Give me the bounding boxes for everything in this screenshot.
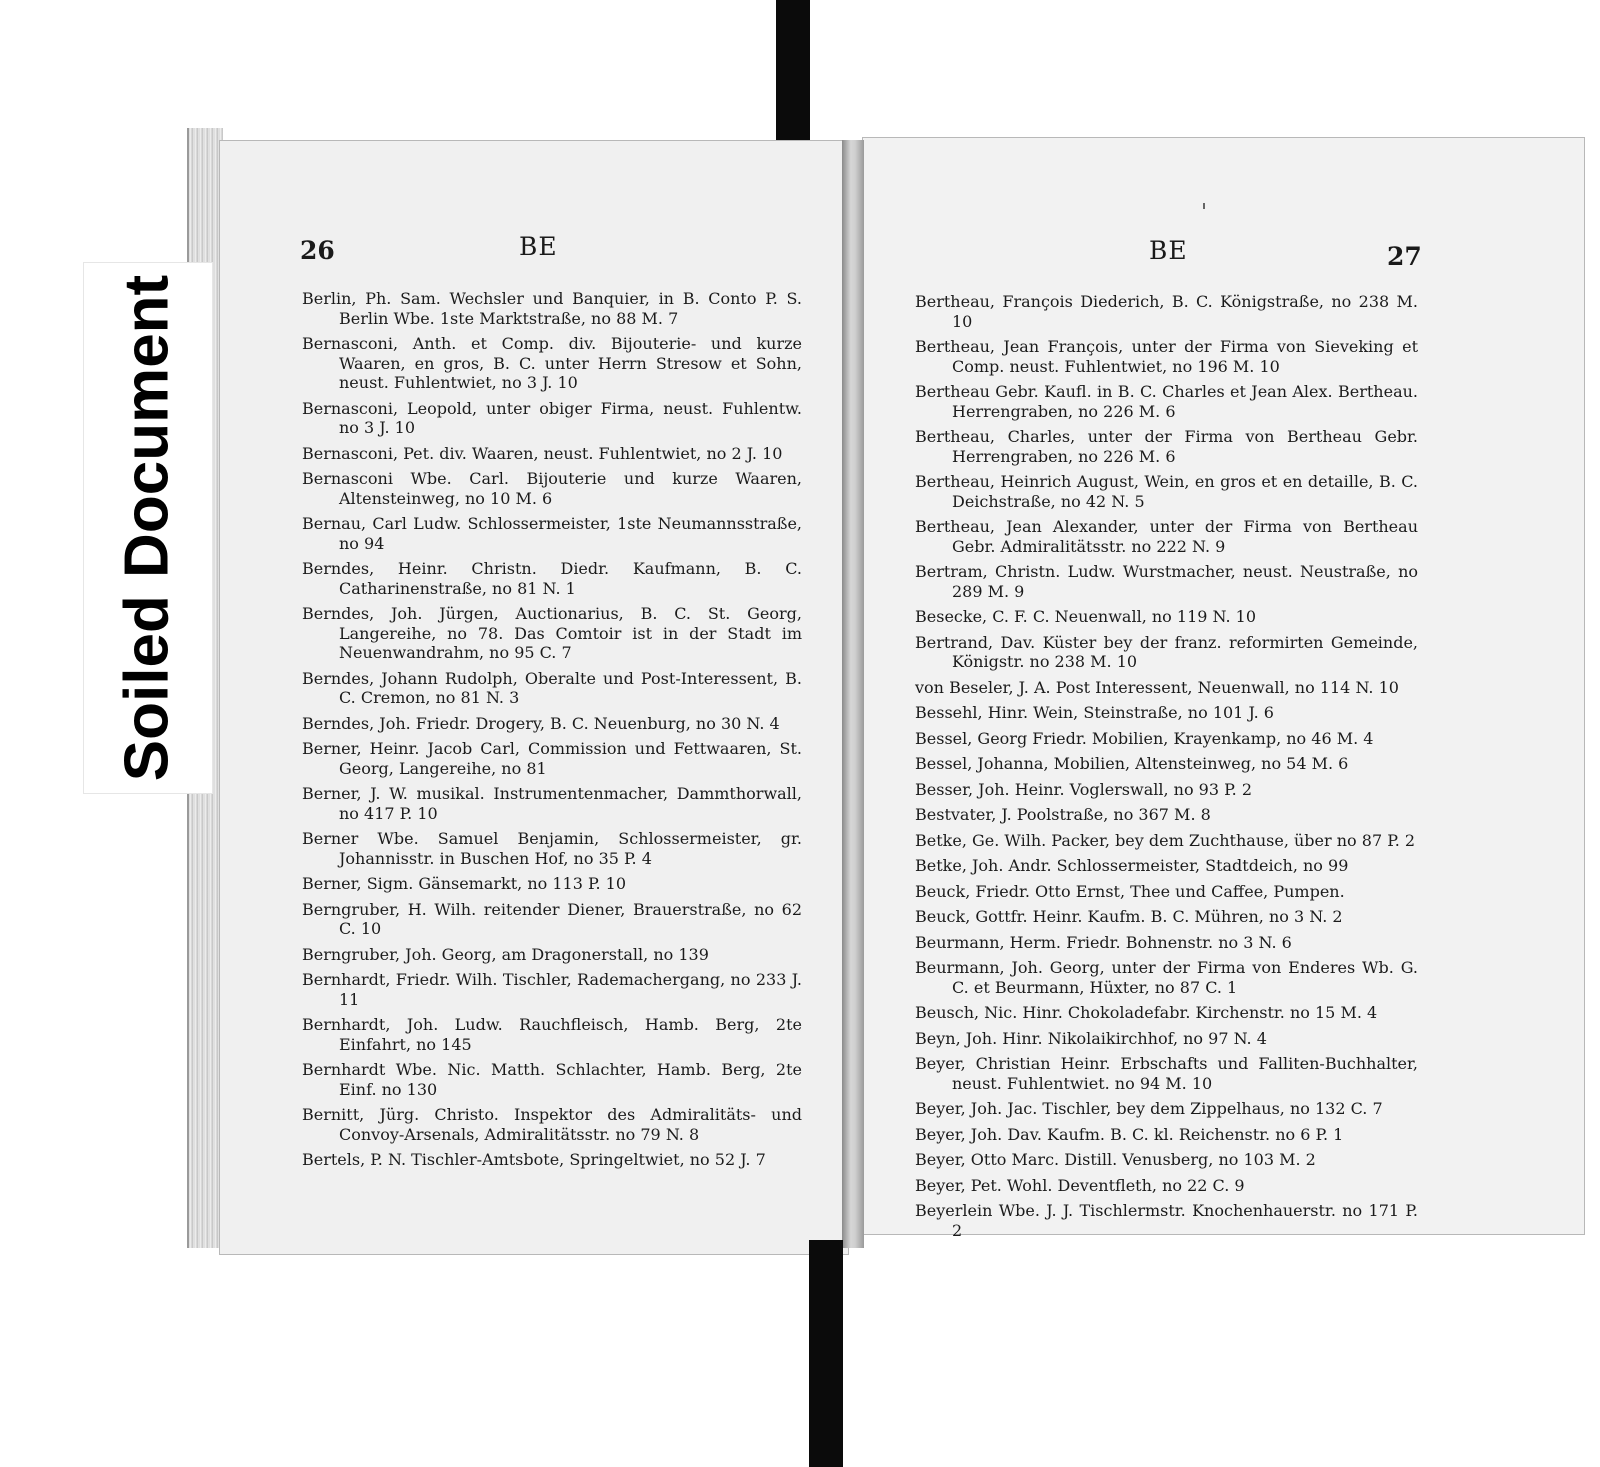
left-page-number: 26: [300, 236, 335, 265]
directory-entry: Beuck, Friedr. Otto Ernst, Thee und Caffee, Pumpen.: [915, 881, 1345, 901]
directory-entry: Beusch, Nic. Hinr. Chokoladefabr. Kirchenstr. no 15 M. 4: [915, 1003, 1378, 1022]
right-entry-list: [915, 292, 1418, 1246]
directory-entry: Bernasconi, Pet. div. Waaren, neust. Fuhlentwiet, no 2 J. 10: [302, 443, 783, 463]
directory-entry: Beyer, Joh. Dav. Kaufm. B. C. kl. Reichenstr. no 6 P. 1: [915, 1124, 1344, 1144]
directory-entry: Berner, J. W. musikal. Instrumentenmacher, Dammthorwall, no 417 P. 10: [302, 784, 802, 823]
directory-entry: Bertheau Gebr. Kaufl. in B. C. Charles et Jean Alex. Bertheau. Herrengraben, no 226 M. 6: [915, 382, 1418, 421]
directory-entry: Beuck, Gottfr. Heinr. Kaufm. B. C. Mühren, no 3 N. 2: [915, 907, 1343, 926]
soiled-document-label: Soiled Document: [112, 274, 182, 782]
directory-entry: Betke, Ge. Wilh. Packer, bey dem Zuchthause, über no 87 P. 2: [915, 830, 1416, 850]
right-page-header: BE: [1149, 236, 1188, 265]
bookmark-ribbon-top: [776, 0, 810, 160]
bookmark-ribbon-bottom: [809, 1240, 843, 1467]
directory-entry: Bertheau, François Diederich, B. C. Königstraße, no 238 M. 10: [915, 292, 1418, 331]
directory-entry: Bernasconi, Anth. et Comp. div. Bijouterie- und kurze Waaren, en gros, B. C. unter Herrn Stresow et Sohn, neust. Fuhlentwiet, no 3 J. 10: [302, 334, 802, 392]
directory-entry: Beyer, Pet. Wohl. Deventfleth, no 22 C. 9: [915, 1175, 1245, 1195]
directory-entry: Bertheau, Heinrich August, Wein, en gros et en detaille, B. C. Deichstraße, no 42 N. 5: [915, 472, 1418, 511]
directory-entry: Berngruber, Joh. Georg, am Dragonerstall, no 139: [302, 944, 709, 964]
print-mark: [1203, 203, 1205, 209]
directory-entry: Bernasconi Wbe. Carl. Bijouterie und kurze Waaren, Altensteinweg, no 10 M. 6: [302, 469, 802, 508]
directory-entry: Bernhardt, Friedr. Wilh. Tischler, Rademachergang, no 233 J. 11: [302, 970, 802, 1009]
directory-entry: Bernhardt, Joh. Ludw. Rauchfleisch, Hamb. Berg, 2te Einfahrt, no 145: [302, 1015, 802, 1054]
directory-entry: Beyer, Joh. Jac. Tischler, bey dem Zippelhaus, no 132 C. 7: [915, 1099, 1383, 1118]
directory-entry: Betke, Joh. Andr. Schlossermeister, Stadtdeich, no 99: [915, 856, 1349, 875]
directory-entry: von Beseler, J. A. Post Interessent, Neuenwall, no 114 N. 10: [915, 677, 1399, 697]
book-gutter: [842, 140, 864, 1248]
directory-entry: Berngruber, H. Wilh. reitender Diener, Brauerstraße, no 62 C. 10: [302, 899, 802, 938]
directory-entry: Bertram, Christn. Ludw. Wurstmacher, neust. Neustraße, no 289 M. 9: [915, 562, 1418, 601]
directory-entry: Berndes, Joh. Friedr. Drogery, B. C. Neuenburg, no 30 N. 4: [302, 713, 780, 733]
directory-entry: Bertheau, Charles, unter der Firma von Bertheau Gebr. Herrengraben, no 226 M. 6: [915, 427, 1418, 466]
directory-entry: Berner Wbe. Samuel Benjamin, Schlossermeister, gr. Johannisstr. in Buschen Hof, no 35 P. 4: [302, 829, 802, 868]
directory-entry: Beyn, Joh. Hinr. Nikolaikirchhof, no 97 N. 4: [915, 1028, 1267, 1048]
directory-entry: Berndes, Joh. Jürgen, Auctionarius, B. C. St. Georg, Langereihe, no 78. Das Comtoir ist in der Stadt im Neuenwandrahm, no 95 C. 7: [302, 604, 802, 662]
directory-entry: Bertheau, Jean Alexander, unter der Firma von Bertheau Gebr. Admiralitätsstr. no 222 N. 9: [915, 517, 1418, 556]
directory-entry: Beurmann, Herm. Friedr. Bohnenstr. no 3 N. 6: [915, 932, 1292, 952]
right-page-number: 27: [1387, 242, 1422, 271]
directory-entry: Beurmann, Joh. Georg, unter der Firma von Enderes Wb. G. C. et Beurmann, Hüxter, no 87 C. 1: [915, 958, 1418, 997]
directory-entry: Bestvater, J. Poolstraße, no 367 M. 8: [915, 805, 1211, 824]
directory-entry: Bertels, P. N. Tischler-Amtsbote, Springeltwiet, no 52 J. 7: [302, 1150, 766, 1169]
directory-entry: Berndes, Johann Rudolph, Oberalte und Post-Interessent, B. C. Cremon, no 81 N. 3: [302, 668, 802, 707]
left-page-header: BE: [519, 232, 558, 261]
directory-entry: Bernitt, Jürg. Christo. Inspektor des Admiralitäts- und Convoy-Arsenals, Admiralitätsstr. no 79 N. 8: [302, 1105, 802, 1144]
directory-entry: Bernhardt Wbe. Nic. Matth. Schlachter, Hamb. Berg, 2te Einf. no 130: [302, 1060, 802, 1099]
left-entry-list: [302, 289, 802, 1176]
directory-entry: Beyer, Otto Marc. Distill. Venusberg, no 103 M. 2: [915, 1150, 1316, 1169]
directory-entry: Beyerlein Wbe. J. J. Tischlermstr. Knochenhauerstr. no 171 P. 2: [915, 1201, 1418, 1240]
directory-entry: Bernau, Carl Ludw. Schlossermeister, 1ste Neumannsstraße, no 94: [302, 514, 802, 553]
directory-entry: Bernasconi, Leopold, unter obiger Firma, neust. Fuhlentw. no 3 J. 10: [302, 398, 802, 437]
directory-entry: Bertheau, Jean François, unter der Firma von Sieveking et Comp. neust. Fuhlentwiet, no 196 M. 10: [915, 337, 1418, 376]
directory-entry: Bertrand, Dav. Küster bey der franz. reformirten Gemeinde, Königstr. no 238 M. 10: [915, 632, 1418, 671]
directory-entry: Bessel, Georg Friedr. Mobilien, Krayenkamp, no 46 M. 4: [915, 728, 1374, 748]
directory-entry: Beyer, Christian Heinr. Erbschafts und Falliten-Buchhalter, neust. Fuhlentwiet. no 94 M. 10: [915, 1054, 1418, 1093]
directory-entry: Berndes, Heinr. Christn. Diedr. Kaufmann, B. C. Catharinenstraße, no 81 N. 1: [302, 559, 802, 598]
directory-entry: Besser, Joh. Heinr. Voglerswall, no 93 P. 2: [915, 779, 1252, 799]
directory-entry: Bessel, Johanna, Mobilien, Altensteinweg, no 54 M. 6: [915, 754, 1349, 773]
directory-entry: Berner, Sigm. Gänsemarkt, no 113 P. 10: [302, 874, 627, 893]
directory-entry: Bessehl, Hinr. Wein, Steinstraße, no 101 J. 6: [915, 703, 1274, 722]
directory-entry: Besecke, C. F. C. Neuenwall, no 119 N. 10: [915, 607, 1257, 626]
directory-entry: Berner, Heinr. Jacob Carl, Commission und Fettwaaren, St. Georg, Langereihe, no 81: [302, 739, 802, 778]
directory-entry: Berlin, Ph. Sam. Wechsler und Banquier, in B. Conto P. S. Berlin Wbe. 1ste Marktstraße, no 88 M. 7: [302, 289, 802, 328]
